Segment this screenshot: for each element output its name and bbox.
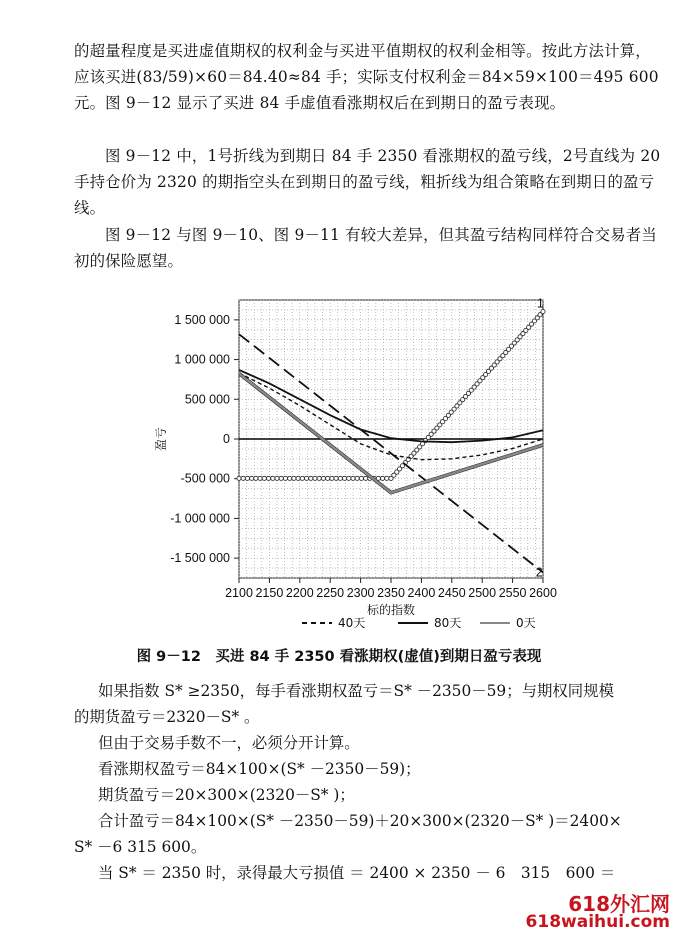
x-tick-label: 2300 — [346, 586, 375, 600]
annotation-1: 1 — [536, 296, 544, 311]
paragraph-2: 图 9－12 中，1号折线为到期日 84 手 2350 看涨期权的盈亏线，2号直线为 20 手持仓价为 2320 的期指空头在到期日的盈亏线，粗折线为组合策略在到期日的盈亏线。 — [74, 147, 661, 217]
series-1-marker — [359, 476, 363, 480]
series-1-marker — [271, 476, 275, 480]
y-tick-label: 1 000 000 — [174, 352, 230, 367]
series-1-marker — [317, 476, 321, 480]
series-1-marker — [279, 476, 283, 480]
series-1-marker — [275, 476, 279, 480]
figure-caption: 图 9－12 买进 84 手 2350 看涨期权(虚值)到期日盈亏表现 — [136, 649, 542, 665]
y-axis-label: 盈亏 — [154, 426, 168, 452]
legend-label: 80天 — [434, 616, 462, 630]
x-tick-label: 2400 — [407, 586, 436, 600]
body-line-8: 当 S* ＝ 2350 时，录得最大亏损值 ＝ 2400 × 2350 － 6 315 600 ＝ — [98, 864, 616, 882]
body-line-2: 的期货盈亏＝2320－S* 。 — [74, 708, 260, 726]
y-tick-label: -1 000 000 — [170, 511, 230, 526]
series-1-marker — [292, 476, 296, 480]
series-1-marker — [262, 476, 266, 480]
x-tick-label: 2450 — [437, 586, 466, 600]
watermark-title: 618外汇网 — [568, 892, 670, 916]
series-1-marker — [300, 476, 304, 480]
annotation-2: 2 — [535, 565, 543, 580]
series-1-marker — [296, 476, 300, 480]
legend-label: 0天 — [516, 616, 536, 630]
y-tick-label: 0 — [223, 432, 230, 446]
series-1-marker — [288, 476, 292, 480]
series-1-marker — [250, 476, 254, 480]
legend-label: 40天 — [338, 616, 366, 630]
body-line-5: 期货盈亏＝20×300×(2320－S* )； — [98, 786, 355, 804]
body-line-6: 合计盈亏＝84×100×(S* －2350－59)＋20×300×(2320－S* )＝2400× — [98, 812, 622, 830]
y-tick-label: 1 500 000 — [174, 312, 230, 327]
series-1-marker — [342, 476, 346, 480]
series-1-marker — [266, 476, 270, 480]
series-1-marker — [283, 476, 287, 480]
series-1-marker — [355, 476, 359, 480]
series-1-marker — [326, 476, 330, 480]
series-1-marker — [304, 476, 308, 480]
y-tick-label: -1 500 000 — [170, 551, 230, 566]
watermark-url: 618waihui.com — [525, 912, 670, 932]
x-axis-label: 标的指数 — [366, 603, 416, 617]
series-1-marker — [338, 476, 342, 480]
x-tick-label: 2600 — [529, 586, 557, 600]
x-tick-label: 2200 — [285, 586, 314, 600]
x-tick-label: 2550 — [498, 586, 527, 600]
series-1-marker — [309, 476, 313, 480]
body-line-3: 但由于交易手数不一，必须分开计算。 — [98, 734, 360, 752]
series-1-marker — [321, 476, 325, 480]
body-line-7: S* －6 315 600。 — [74, 838, 207, 856]
body-line-1: 如果指数 S* ≥2350，每手看涨期权盈亏＝S* －2350－59；与期权同规模 — [98, 682, 614, 700]
y-tick-label: 500 000 — [184, 392, 230, 407]
series-1-marker — [334, 476, 338, 480]
paragraph-1: 的超量程度是买进虚值期权的权利金与买进平值期权的权利金相等。按此方法计算，应该买进(83/59)×60＝84.40≈84 手；实际支付权利金＝84×59×100＝495 600元。图 9－12 显示了买进 84 手虚值看涨期权后在到期日的盈亏表现。 — [74, 42, 659, 112]
series-1-marker — [237, 476, 241, 480]
series-1-marker — [245, 476, 249, 480]
series-1-marker — [364, 476, 368, 480]
y-tick-label: -500 000 — [180, 471, 230, 486]
series-1-marker — [347, 476, 351, 480]
series-1-marker — [258, 476, 262, 480]
x-tick-label: 2500 — [468, 586, 497, 600]
series-1-marker — [351, 476, 355, 480]
series-1-marker — [330, 476, 334, 480]
x-tick-label: 2250 — [316, 586, 345, 600]
series-1-marker — [385, 476, 389, 480]
series-1-marker — [313, 476, 317, 480]
body-line-4: 看涨期权盈亏＝84×100×(S* －2350－59)； — [98, 760, 421, 778]
series-1-marker — [254, 476, 258, 480]
x-tick-label: 2150 — [255, 586, 284, 600]
series-1-marker — [241, 476, 245, 480]
paragraph-3: 图 9－12 与图 9－10、图 9－11 有较大差异，但其盈亏结构同样符合交易者当初的保险愿望。 — [74, 226, 657, 270]
series-1-marker — [380, 476, 384, 480]
x-tick-label: 2350 — [377, 586, 405, 600]
x-tick-label: 2100 — [225, 586, 253, 600]
